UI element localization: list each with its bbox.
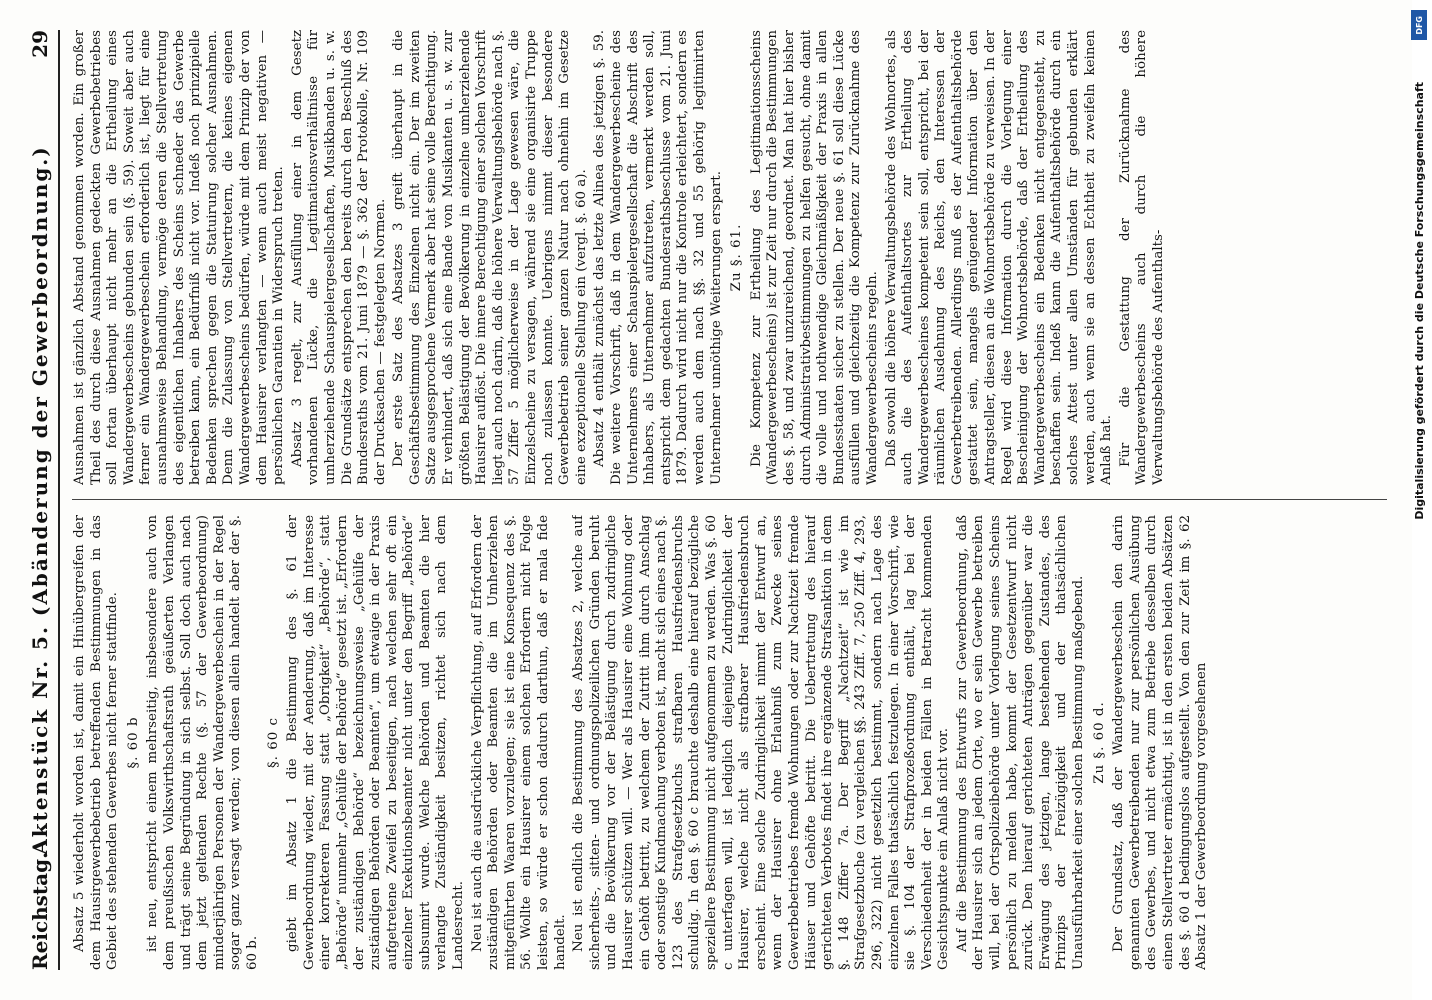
paragraph: Auf die Bestimmung des Entwurfs zur Gewerbeordnung, daß der Hausirer sich an jedem Orte, wo er sein Gewerbe betreiben will, bei der Ortspolizeibehörde unter Vorlegung seines Scheins persönlich zu melden habe, kommt der Gesetzentwurf nicht zurück. Den hierauf gerichteten Anträgen gegenüber war die Erwägung des jetzigen, lange bestehenden Zustandes, des Prinzips der Freizügigkeit und der thatsächlichen Unausführbarkeit einer solchen Bestimmung maßgebend. [954, 515, 1087, 970]
paragraph: Neu ist endlich die Bestimmung des Absatzes 2, welche auf sicherheits-, sitten- und ordnungspolizeilichen Gründen beruht und die Bevölkerung vor der Belästigung durch zudringliche Hausirer schützen will. — Wer als Hausirer eine Wohnung oder ein Gehöft betritt, zu welchem der Zutritt ihm durch Anschlag oder sonstige Kundmachung verboten ist, macht sich eines nach §. 123 des Strafgesetzbuchs strafbaren Hausfriedensbruchs schuldig. In den §. 60 c brauchte deshalb eine hierauf bezügliche speziellere Bestimmung nicht aufgenommen zu werden. Was §. 60 c unterfagen will, ist lediglich diejenige Zudringlichkeit der Hausirer, welche nicht als strafbarer Hausfriedensbruch erscheint. Eine solche Zudringlichkeit nimmt der Entwurf an, wenn der Hausirer ohne Erlaubniß zum Zwecke seines Gewerbebetriebes fremde Wohnungen oder zur Nachtzeit fremde Häuser und Gehöfte betritt. Die Uebertretung des hierauf gerichteten Verbotes findet ihre ergänzende Strafsanktion in dem §. 148 Ziffer 7a. Der Begriff „Nachtzeit“ ist wie im Strafgesetzbuche (zu vergleichen §§. 243 Ziff. 7, 250 Ziff. 4, 293, 296, 322) nicht gesetzlich bestimmt, sondern nach Lage des einzelnen Falles thatsächlich festzulegen. In einer Vorschrift, wie sie §. 104 der Strafprozeßordnung enthält, lag bei der Verschiedenheit der in beiden Fällen in Betracht kommenden Gesichtspunkte ein Anlaß nicht vor. [571, 515, 952, 970]
dfg-logo [1411, 10, 1427, 40]
page-number: 29 [28, 30, 52, 58]
paragraph: Daß sowohl die höhere Verwaltungsbehörde des Wohnortes, als auch die des Aufenthaltsortes zur Ertheilung des Wandergewerbescheines kompetent sein soll, entspricht, bei der räumlichen Ausdehnung des Reichs, den Interessen der Gewerbetreibenden. Allerdings muß es der Aufenthaltsbehörde gestattet sein, mangels genügender Information über den Antragsteller, diesen an die Wohnortsbehörde zu verweisen. In der Regel wird diese Information durch die Vorlegung einer Bescheinigung der Wohnortsbehörde, daß der Ertheilung des Wandergewerbescheins ein Bedenken nicht entgegensteht, zu beschaffen sein. Indeß kann die Aufenthaltsbehörde durch ein solches Attest unter allen Umständen für gebunden erklärt werden, auch wenn sie an dessen Echtheit zu zweifeln keinen Anlaß hat. [883, 30, 1115, 485]
running-header [28, 30, 60, 970]
paragraph: Absatz 4 enthält zunächst das letzte Alinea des jetzigen §. 59. Die weitere Vorschrift, daß in dem Wandergewerbescheine des Unternehmers einer Schauspielergesellschaft die Abschrift des Inhabers, als Unternehmer aufzutreten, vermerkt werden soll, entspricht dem gedachten Bundesrathsbeschlusse vom 21. Juni 1879. Dadurch wird nicht nur die Kontrole erleichtert, sondern es werden auch dem nach §§. 32 und 55 gehörig legitimirten Unternehmer unnöthige Weiterungen erspart. [592, 30, 724, 485]
digitization-credit [1410, 8, 1428, 593]
section-heading: Zu §. 60 d. [1091, 701, 1107, 784]
left-column [72, 515, 1387, 970]
paragraph: Absatz 3 regelt, zur Ausfüllung einer in dem Gesetz vorhandenen Lücke, die Legitimationsverhältnisse für umherziehende Schauspielergesellschaften, Musikbanden u. s. w. Die Grundsätze entsprechen den bereits durch den Beschluß des Bundesraths vom 21. Juni 1879 — §. 362 der Protokolle, Nr. 109 der Drucksachen — festgelegten Normen. [289, 30, 388, 485]
paragraph: Der Grundsatz, daß der Wandergewerbeschein den darin genannten Gewerbetreibenden nur zur persönlichen Ausübung des Gewerbes, und nicht etwa zum Betriebe desselben durch einen Stellvertreter ermächtigt, ist in den ersten beiden Absätzen des §. 60 d bedingungslos aufgestellt. Von den zur Zeit im §. 62 Absatz 1 der Gewerbeordnung vorgesehenen [1111, 515, 1210, 970]
paragraph: Ausnahmen ist gänzlich Abstand genommen worden. Ein großer Theil des durch diese Ausnahmen gedeckten Gewerbebetriebes soll fortan überhaupt nicht mehr an die Ertheilung eines Wandergewerbescheins gebunden sein (§. 59). Soweit aber auch ferner ein Wandergewerbeschein erforderlich ist, liegt für eine ausnahmsweise Behandlung, vermöge deren die Stellvertretung des eigentlichen Inhabers des Scheins schneder das Gewerbe betreiben kann, ein Bedürfniß nicht vor. Indeß noch prinzipielle Bedenken sprechen gegen die Statuirung solcher Ausnahmen. Denn die Zulassung von Stellvertretern, die keines eigenen Wandergewerbescheins bedürfen, würde mit dem Prinzip der von dem Hausirer verlangten — wenn auch meist negativen — persönlichen Garantien in Widerspruch treten. [72, 30, 287, 485]
paragraph: Für die Gestattung der Zurücknahme des Wandergewerbescheins auch durch die höhere Verwaltungsbehörde des Aufenthalts- [1117, 30, 1166, 485]
dfg-logo-text: DFG [1414, 15, 1424, 35]
credit-text: Digitalisierung gefördert durch die Deutsche Forschungsgemeinschaft [1412, 81, 1426, 520]
section-heading: Zu §. 61. [729, 223, 745, 292]
header-title: Aktenstück Nr. 5. (Abänderung der Gewerbeordnung.) [28, 145, 52, 855]
paragraph: Absatz 5 wiederholt worden ist, damit ein Hinübergreifen der dem Hausirgewerbebetrieb betreffenden Bestimmungen in das Gebiet des stehenden Gewerbes nicht ferner stattfinde. [72, 515, 121, 970]
paragraph: Der erste Satz des Absatzes 3 greift überhaupt in die Geschäftsbestimmung des Einzelnen nicht ein. Der im zweiten Satze ausgesprochene Vermerk aber hat seine volle Berechtigung. Er verhindert, daß sich eine Bande von Musikanten u. s. w. zur größten Belästigung der Bevölkerung in einzelne umherziehende Hausirer auflöst. Die innere Berechtigung einer solchen Vorschrift liegt auch noch darin, daß die höhere Verwaltungsbehörde nach §. 57 Ziffer 5 möglicherweise in der Lage gewesen wäre, die Einzelscheine zu versagen, während sie eine organisirte Truppe noch zulassen konnte. Uebrigens nimmt dieser besondere Gewerbebetrieb seiner ganzen Natur nach ohnehin im Gesetze eine exzeptionelle Stellung ein (vergl. §. 60 a). [391, 30, 589, 485]
column-divider [72, 499, 1387, 500]
paragraph: ist neu, entspricht einem mehrseitig, insbesondere auch von dem preußischen Volkswirthschaftsrath geäußerten Verlangen und trägt seine Begründung in sich selbst. Soll doch auch nach dem jetzt geltenden Rechte (§. 57 der Gewerbeordnung) minderjährigen Personen der Wandergewerbeschein in der Regel sogar ganz versagt werden; von diesen allein handelt aber der §. 60 b. [145, 515, 260, 970]
paragraph: Neu ist auch die ausdrückliche Verpflichtung, auf Erfordern der zuständigen Behörden oder Beamten die im Umherziehen mitgeführten Waaren vorzulegen; sie ist eine Konsequenz des §. 56. Wollte ein Hausirer einem solchen Erfordern nicht Folge leisten, so würde er schon dadurch darthun, daß er mala fide handelt. [469, 515, 568, 970]
paragraph: giebt im Absatz 1 die Bestimmung des §. 61 der Gewerbeordnung wieder, mit der Aenderung, daß im Interesse einer korrekteren Fassung statt „Obrigkeit“ „Behörde“, statt „Behörde“ nunmehr „Gehülfe der Behörde“ gesetzt ist. „Erfordern der zuständigen Behörde“ bezeichnungsweise „Gehülfe der zuständigen Behörden oder Beamten“, um etwaige in der Praxis aufgetretene Zweifel zu beseitigen, nach welchen sehr oft ein einzelner Exekutionsbeamter nicht unter den Begriff „Behörde“ subsumirt wurde. Welche Behörden und Beamten die hier verlangte Zuständigkeit besitzen, richtet sich nach dem Landesrecht. [285, 515, 467, 970]
paragraph: Die Kompetenz zur Ertheilung des Legitimationsscheins (Wandergewerbescheins) ist zur Zeit nur durch die Bestimmungen des §. 58, und zwar unzureichend, geordnet. Man hat hier bisher durch Administrativbestimmungen zu helfen gesucht, ohne damit die volle und nothwendige Gleichmäßigkeit der Praxis in allen Bundesstaaten sicher zu stellen. Der neue §. 61 soll diese Lücke ausfüllen und gleichzeitig die Kompetenz zur Zurücknahme des Wandergewerbescheins regeln. [748, 30, 880, 485]
section-heading: §. 60 c [265, 717, 281, 769]
right-column [72, 30, 1387, 485]
header-left: Reichstag. [28, 851, 52, 970]
section-heading: §. 60 b [125, 716, 141, 769]
